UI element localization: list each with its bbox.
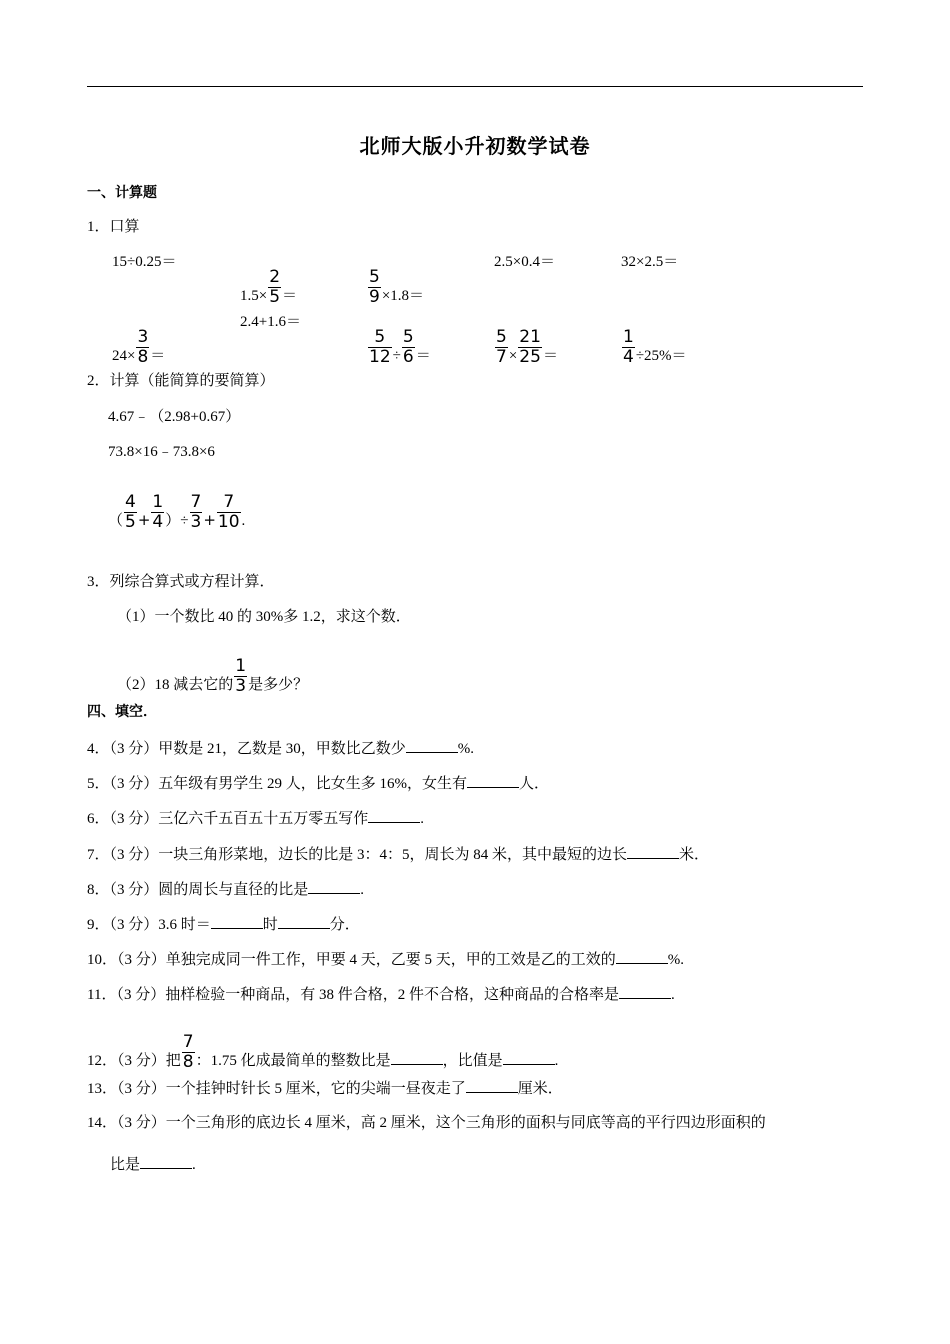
- denominator: 9: [369, 287, 380, 307]
- answer-blank[interactable]: [467, 773, 519, 788]
- oral-item-e: 32×2.5＝: [621, 254, 679, 270]
- question-6: [87, 808, 424, 828]
- numerator: 1: [623, 327, 634, 347]
- question-text: %.: [457, 741, 475, 757]
- numerator: 5: [402, 327, 414, 347]
- question-1: [87, 218, 140, 236]
- numerator: 7: [223, 492, 235, 512]
- question-text: .: [554, 1052, 559, 1069]
- fraction: [368, 328, 392, 367]
- question-text: 口算: [109, 219, 140, 235]
- operator: ×: [508, 347, 518, 364]
- answer-blank[interactable]: [619, 984, 671, 999]
- fraction: [368, 268, 381, 307]
- question-text: 6．（3 分）三亿六千五百五十五万零五写作: [87, 811, 369, 827]
- denominator: 6: [402, 347, 414, 367]
- denominator: 12: [369, 347, 391, 367]
- question-7: [87, 844, 709, 864]
- answer-blank[interactable]: [503, 1050, 555, 1065]
- question-text: .: [192, 1157, 196, 1173]
- question-text: .: [420, 811, 425, 827]
- fraction: [190, 493, 203, 532]
- answer-blank[interactable]: [391, 1050, 443, 1065]
- question-text: ：1.75 化成最简单的整数比是: [195, 1052, 391, 1069]
- question-11: [87, 984, 675, 1004]
- question-text: .: [360, 882, 365, 898]
- numerator: 1: [235, 656, 247, 676]
- calc-line-1: 4.67﹣（2.98+0.67）: [108, 409, 241, 425]
- numerator: 5: [369, 267, 380, 287]
- question-text: 13．（3 分）一个挂钟时针长 5 厘米，它的尖端一昼夜走了: [87, 1081, 466, 1097]
- question-text: %.: [667, 952, 685, 968]
- expr-text: ＝: [282, 287, 298, 304]
- question-text: 比是: [110, 1157, 141, 1173]
- operator: ÷: [180, 512, 189, 529]
- answer-blank[interactable]: [616, 949, 668, 964]
- numerator: 7: [190, 492, 202, 512]
- question-text: ，比值是: [442, 1052, 503, 1069]
- denominator: 3: [235, 676, 247, 696]
- question-3: [87, 573, 275, 591]
- numerator: 1: [152, 492, 164, 512]
- denominator: 4: [152, 512, 164, 532]
- numerator: 21: [519, 327, 541, 347]
- question-text: 列综合算式或方程计算．: [109, 574, 275, 590]
- question-text: 8．（3 分）圆的周长与直径的比是: [87, 882, 309, 898]
- question-number: 2．: [87, 373, 110, 389]
- fraction: [124, 493, 137, 532]
- numerator: 2: [269, 267, 281, 287]
- expr-text: ×1.8＝: [381, 287, 425, 304]
- question-12: [87, 1032, 559, 1081]
- question-text: .: [670, 987, 675, 1003]
- expr-text: ＝: [542, 347, 558, 364]
- fraction: [136, 328, 149, 367]
- oral-item-j: [621, 327, 687, 376]
- question-4: [87, 738, 474, 758]
- expr-text: 是多少？: [248, 676, 309, 693]
- denominator: 4: [623, 347, 634, 367]
- numerator: 3: [137, 327, 149, 347]
- question-text: 7．（3 分）一块三角形菜地，边长的比是 3：4：5，周长为 84 米，其中最短的边长: [87, 847, 628, 863]
- answer-blank[interactable]: [466, 1078, 518, 1093]
- numerator: 5: [496, 327, 507, 347]
- denominator: 10: [217, 512, 240, 532]
- question-3-sub-2: [117, 656, 309, 705]
- calc-line-2: 73.8×16﹣73.8×6: [108, 444, 215, 460]
- fraction: [182, 1033, 195, 1072]
- section-heading-fill: 四、填空．: [87, 704, 157, 720]
- numerator: 4: [125, 492, 136, 512]
- fraction: [518, 328, 542, 367]
- question-14-continued: [110, 1154, 196, 1174]
- expr-text: ＝: [415, 347, 431, 364]
- answer-blank[interactable]: [627, 844, 679, 859]
- denominator: 7: [496, 347, 507, 367]
- question-14: 14．（3 分）一个三角形的底边长 4 厘米，高 2 厘米，这个三角形的面积与同底等高的平行四边形面积的: [87, 1115, 766, 1131]
- expr-text: ＝: [150, 347, 166, 364]
- page-title: 北师大版小升初数学试卷: [359, 134, 591, 158]
- expr-text: （: [108, 510, 124, 529]
- oral-item-a: 15÷0.25＝: [112, 254, 177, 270]
- question-text: 米．: [679, 847, 710, 863]
- question-5: [87, 773, 549, 793]
- answer-blank[interactable]: [406, 738, 458, 753]
- expr-text: ）: [165, 510, 181, 529]
- numerator: 7: [182, 1032, 194, 1052]
- oral-item-c: [367, 267, 425, 316]
- question-text: 4．（3 分）甲数是 21，乙数是 30，甲数比乙数少: [87, 741, 406, 757]
- answer-blank[interactable]: [278, 914, 330, 929]
- answer-blank[interactable]: [368, 808, 420, 823]
- fraction: [622, 328, 635, 367]
- fraction: [402, 328, 415, 367]
- question-text: 5．（3 分）五年级有男学生 29 人，比女生多 16%，女生有: [87, 776, 467, 792]
- header-rule: [87, 86, 863, 87]
- question-text: 10．（3 分）单独完成同一件工作，甲要 4 天，乙要 5 天，甲的工效是乙的工效的: [87, 952, 616, 968]
- operator: +: [137, 510, 151, 529]
- question-text: 时: [262, 917, 278, 933]
- question-text: 厘米．: [517, 1081, 563, 1097]
- expr-text: （2）18 减去它的: [117, 676, 234, 693]
- question-text: 分．: [329, 917, 360, 933]
- oral-item-h: [367, 327, 431, 376]
- denominator: 5: [269, 287, 281, 307]
- fraction: [495, 328, 508, 367]
- answer-blank[interactable]: [308, 879, 360, 894]
- operator: +: [203, 510, 216, 529]
- question-13: [87, 1078, 563, 1098]
- numerator: 5: [374, 327, 386, 347]
- fraction: [217, 493, 241, 532]
- operator: ÷: [392, 347, 401, 364]
- fraction: [234, 657, 247, 696]
- fraction: [151, 493, 164, 532]
- question-9: [87, 914, 360, 934]
- calc-line-3: [108, 492, 246, 541]
- answer-blank[interactable]: [211, 914, 263, 929]
- question-text: 12．（3 分）把: [87, 1052, 181, 1069]
- denominator: 25: [519, 347, 541, 367]
- oral-item-g: 2.4+1.6＝: [240, 314, 301, 330]
- question-3-sub-1: （1）一个数比 40 的 30%多 1.2，求这个数．: [117, 609, 411, 625]
- question-text: 人．: [519, 776, 550, 792]
- section-heading-calc: 一、计算题: [87, 185, 157, 201]
- denominator: 8: [137, 347, 149, 367]
- question-number: 3．: [87, 574, 110, 590]
- answer-blank[interactable]: [140, 1154, 192, 1169]
- question-10: [87, 949, 684, 969]
- expr-text: 24×: [112, 347, 136, 364]
- denominator: 5: [125, 512, 136, 532]
- expr-text: 1.5×: [240, 287, 268, 304]
- denominator: 3: [190, 512, 202, 532]
- oral-item-f: [112, 327, 166, 376]
- expr-text: ÷25%＝: [635, 347, 687, 364]
- denominator: 8: [182, 1052, 194, 1072]
- oral-item-i: [494, 327, 558, 376]
- oral-item-d: 2.5×0.4＝: [494, 254, 555, 270]
- question-8: [87, 879, 364, 899]
- question-number: 1．: [87, 219, 110, 235]
- fraction: [268, 268, 281, 307]
- oral-item-b: [240, 267, 298, 316]
- question-text: 11．（3 分）抽样检验一种商品，有 38 件合格，2 件不合格，这种商品的合格率是: [87, 987, 619, 1003]
- expr-text: .: [241, 512, 246, 529]
- question-text: 9．（3 分）3.6 时＝: [87, 917, 211, 933]
- question-text: 计算（能简算的要简算）: [109, 373, 275, 389]
- question-2: [87, 372, 275, 390]
